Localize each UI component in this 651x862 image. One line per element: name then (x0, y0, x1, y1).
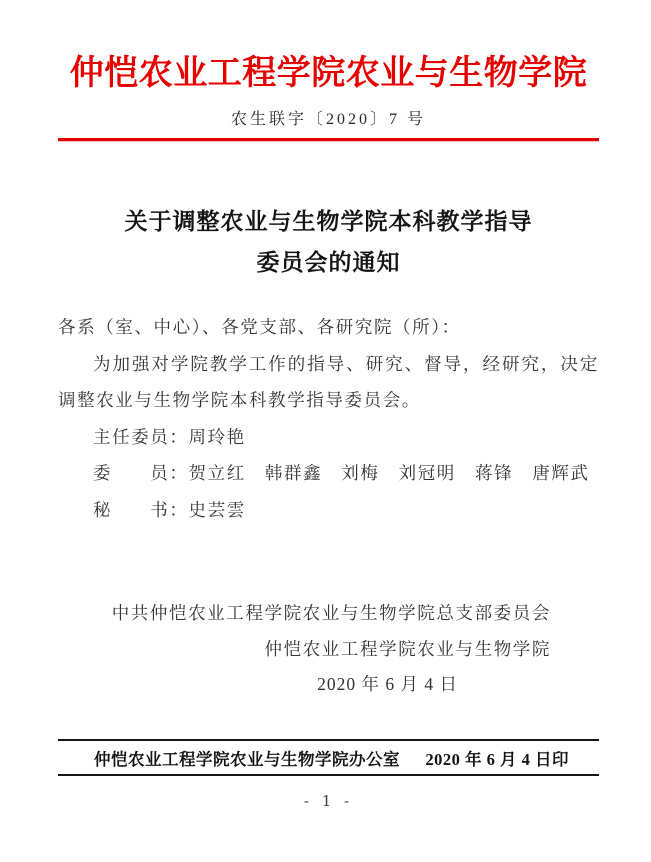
notice-title (58, 201, 599, 283)
issue-date: 2020 年 6 月 4 日 (317, 674, 458, 694)
issuing-authority-line2: 仲恺农业工程学院农业与生物学院 (264, 638, 551, 659)
roster-names: 史芸雲 (188, 499, 246, 520)
signature-block (58, 596, 599, 703)
footer-bar (58, 739, 599, 776)
notice-title-line1: 关于调整农业与生物学院本科教学指导 (124, 209, 533, 234)
roster-label: 主任委员： (93, 426, 189, 447)
body-paragraph-line2: 调整农业与生物学院本科教学指导委员会。 (58, 390, 421, 410)
salutation-line: 各系（室、中心）、各党支部、各研究院（所）： (58, 317, 461, 337)
roster-label: 委 员： (93, 463, 189, 483)
page-number: - 1 - (303, 791, 354, 810)
roster-label: 秘 书： (93, 499, 189, 520)
notice-title-line2: 委员会的通知 (256, 250, 401, 275)
issuing-authority-line1: 中共仲恺农业工程学院农业与生物学院总支部委员会 (111, 603, 551, 623)
footer-print-date: 2020 年 6 月 4 日印 (425, 749, 569, 769)
body-paragraph-line1: 为加强对学院教学工作的指导、研究、督导，经研究，决定 (93, 353, 599, 374)
notice-body (58, 309, 599, 528)
roster-row-members (58, 455, 599, 492)
footer-office-name: 仲恺农业工程学院农业与生物学院办公室 (94, 749, 400, 769)
roster-names: 周玲艳 (188, 426, 246, 447)
letterhead-divider-rule (58, 138, 599, 141)
roster-names: 贺立红 韩群鑫 刘梅 刘冠明 蒋锋 唐辉武 (188, 463, 590, 483)
roster-row-director (58, 419, 599, 456)
roster-row-secretary (58, 492, 599, 529)
document-reference-number: 农生联字〔2020〕7 号 (230, 111, 426, 128)
letterhead-org-title: 仲恺农业工程学院农业与生物学院 (69, 55, 588, 92)
